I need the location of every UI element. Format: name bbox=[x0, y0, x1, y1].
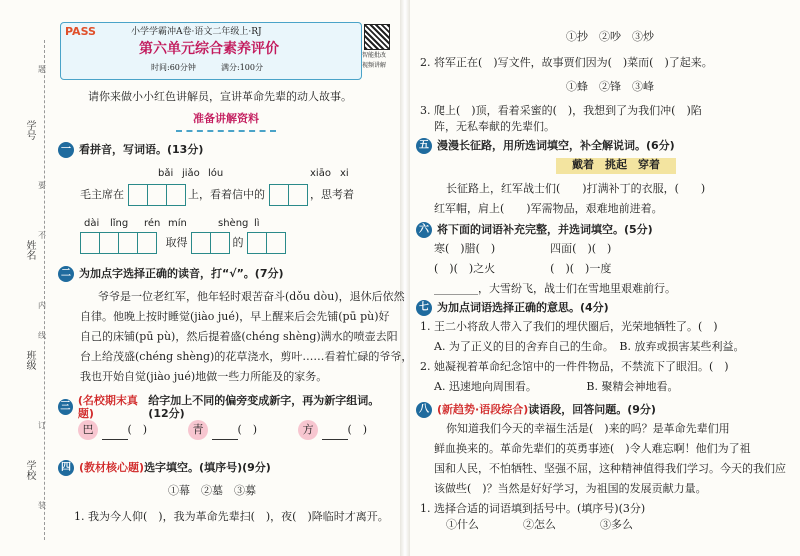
q8-number: 八 bbox=[416, 402, 432, 418]
writing-box[interactable] bbox=[147, 184, 167, 206]
item-3b: 阵，无私奉献的先辈们。 bbox=[434, 120, 555, 133]
q3-title: 给字加上不同的偏旁变成新字，再为新字组词。(12分) bbox=[148, 394, 380, 421]
q6-heading bbox=[416, 222, 653, 238]
q8-line: 你知道我们今天的幸福生活是( )来的吗？是革命先辈们用 bbox=[446, 422, 730, 435]
base-char: 青 bbox=[188, 420, 208, 440]
q7-line4: A. 迅速地向周围看。 B. 聚精会神地看。 bbox=[434, 380, 679, 393]
q5-title: 漫漫长征路，用所选词填空，补全解说词。(6分) bbox=[437, 139, 675, 153]
writing-box[interactable] bbox=[99, 232, 119, 254]
q5-number: 五 bbox=[416, 138, 432, 154]
full-score: 满分:100分 bbox=[221, 63, 263, 72]
q8-title: 读语段，回答问题。(9分) bbox=[528, 403, 656, 417]
answer-blank[interactable] bbox=[102, 429, 128, 440]
book-spine bbox=[400, 0, 410, 556]
pinyin: xiāo bbox=[310, 168, 331, 179]
qr-note: 智能批改 bbox=[362, 52, 387, 59]
binding-margin bbox=[0, 0, 56, 556]
writing-box[interactable] bbox=[80, 232, 100, 254]
name-label: 姓名 bbox=[24, 240, 35, 260]
q1-number: 一 bbox=[58, 142, 74, 158]
q8-sub1: 1. 选择合适的词语填到括号中。(填序号)(3分) bbox=[420, 502, 646, 515]
q1-line2 bbox=[80, 232, 285, 254]
time-limit: 时间:60分钟 bbox=[151, 63, 196, 72]
cut-line bbox=[44, 40, 45, 540]
q4-item-1: 1. 我为今人仰( )，我为革命先辈扫( )，夜( )降临时才离开。 bbox=[74, 510, 389, 523]
q7-line3: 2. 她凝视着革命纪念馆中的一件件物品，不禁流下了眼泪。( ) bbox=[420, 360, 729, 373]
pinyin: jiǎo bbox=[182, 168, 200, 179]
q1-text: 的 bbox=[232, 236, 244, 249]
pinyin: mín bbox=[168, 218, 187, 229]
series-title: 小学学霸冲A卷·语文二年级上·RJ bbox=[131, 27, 262, 37]
school-label: 学校 bbox=[24, 460, 35, 480]
q1-text: ，思考着 bbox=[310, 188, 354, 201]
q5-heading bbox=[416, 138, 675, 154]
q6-line2: ( )( )之火 ( )( )一度 bbox=[434, 262, 612, 275]
base-char: 方 bbox=[298, 420, 318, 440]
options-mid: ①蜂 ②锋 ③峰 bbox=[566, 80, 654, 93]
q8-heading bbox=[416, 402, 656, 418]
margin-mark: 订 bbox=[38, 421, 46, 430]
answer-blank[interactable] bbox=[212, 429, 238, 440]
q6-line3: ________，大雪纷飞，战士们在雪地里艰难前行。 bbox=[434, 282, 676, 295]
writing-box[interactable] bbox=[128, 184, 148, 206]
student-id-label: 学号 bbox=[24, 120, 35, 140]
writing-box[interactable] bbox=[247, 232, 267, 254]
q6-number: 六 bbox=[416, 222, 432, 238]
writing-box[interactable] bbox=[288, 184, 308, 206]
margin-mark: 要 bbox=[38, 181, 46, 190]
q6-line1: 寒( )腊( ) 四面( )( ) bbox=[434, 242, 612, 255]
q8-tag: (新趋势·语段综合) bbox=[437, 403, 529, 417]
qr-note: 视频讲解 bbox=[362, 62, 387, 69]
q5-line1: 长征路上，红军战士们( )打满补丁的衣服，( ) bbox=[446, 182, 706, 195]
q3-item-3: 方 ( ) bbox=[298, 420, 367, 440]
q8-sub1-options: ①什么 ②怎么 ③多么 bbox=[446, 518, 633, 531]
q2-line: 我也开始自觉(jiào jué)地做一些力所能及的家务。 bbox=[80, 370, 328, 383]
writing-box[interactable] bbox=[266, 232, 286, 254]
writing-box[interactable] bbox=[191, 232, 211, 254]
q2-title: 为加点字选择正确的读音，打“√”。(7分) bbox=[79, 267, 284, 281]
prep-title: 准备讲解资料 bbox=[176, 112, 276, 132]
q2-line: 台上给茂盛(chéng shèng)的花草浇水，剪叶……看着忙碌的爷爷， bbox=[80, 350, 413, 363]
pinyin: lǐng bbox=[110, 218, 129, 229]
item-2: 2. 将军正在( )写文件，故事贾们因为( )菜而( )了起来。 bbox=[420, 56, 713, 69]
q4-options: ①幕 ②墓 ③募 bbox=[168, 484, 256, 497]
q2-line: 自律。他晚上按时睡觉(jiào jué)，早上醒来后会先铺(pū pù)好 bbox=[80, 310, 390, 323]
q8-line: 国和人民，不怕牺牲、坚强不屈，这种精神值得我们学习。今天的我们应 bbox=[434, 462, 786, 475]
q2-line: 爷爷是一位老红军，他年轻时艰苦奋斗(dǒu dòu)，退休后依然 bbox=[98, 290, 405, 303]
options-top: ①抄 ②吵 ③炒 bbox=[566, 30, 654, 43]
writing-box[interactable] bbox=[269, 184, 289, 206]
item-3a: 3. 爬上( )顶，看着采蜜的( )，我想到了为我们冲( )陷 bbox=[420, 104, 702, 117]
intro-text: 请你来做小小红色讲解员，宣讲革命先辈的动人故事。 bbox=[88, 90, 352, 103]
margin-mark: 内 bbox=[38, 301, 46, 310]
q1-title: 看拼音，写词语。(13分) bbox=[79, 143, 204, 157]
q1-heading bbox=[58, 142, 203, 158]
q2-line: 自己的床铺(pū pù)，然后提着盛(chéng shèng)满水的喷壶去阳 bbox=[80, 330, 398, 343]
pinyin: shèng bbox=[218, 218, 249, 229]
q7-line1: 1. 王二小将敌人带入了我们的埋伏圈后，光荣地牺牲了。( ) bbox=[420, 320, 718, 333]
writing-box[interactable] bbox=[166, 184, 186, 206]
answer-blank[interactable] bbox=[322, 429, 348, 440]
q1-text: 毛主席在 bbox=[80, 188, 124, 201]
pinyin: bǎi bbox=[158, 168, 174, 179]
pinyin: dài bbox=[84, 218, 100, 229]
q4-number: 四 bbox=[58, 460, 74, 476]
q4-title: 选字填空。(填序号)(9分) bbox=[144, 461, 271, 475]
q5-line2: 红军帽，肩上( )军需物品，艰难地前进着。 bbox=[434, 202, 663, 215]
q3-item-1: 巴 ( ) bbox=[78, 420, 147, 440]
q4-heading bbox=[58, 460, 271, 476]
qr-code-icon[interactable] bbox=[364, 24, 390, 50]
writing-box[interactable] bbox=[118, 232, 138, 254]
q1-text: 上，看着信中的 bbox=[188, 188, 265, 201]
writing-box[interactable] bbox=[137, 232, 157, 254]
pinyin: xi bbox=[340, 168, 349, 179]
q8-line: 鲜血换来的。革命先辈们的英勇事迹( )令人难忘啊！他们为了祖 bbox=[434, 442, 751, 455]
q4-tag: (教材核心题) bbox=[79, 461, 145, 475]
q3-number: 三 bbox=[58, 399, 73, 415]
margin-mark: 题 bbox=[38, 65, 46, 74]
q8-line: 该做些( )？当然是好好学习，为祖国的发展贡献力量。 bbox=[434, 482, 707, 495]
q7-line2: A. 为了正义的目的舍弃自己的生命。 B. 放弃或损害某些利益。 bbox=[434, 340, 745, 353]
q2-heading bbox=[58, 266, 284, 282]
q6-title: 将下面的词语补充完整，并选词填空。(5分) bbox=[437, 223, 653, 237]
pinyin: lóu bbox=[208, 168, 224, 179]
q1-line1 bbox=[80, 184, 354, 206]
q5-word-bank: 戴着 挑起 穿着 bbox=[556, 158, 676, 174]
margin-mark: 装 bbox=[38, 501, 46, 510]
brand-logo: PASS bbox=[65, 25, 96, 38]
page-title: 第六单元综合素养评价 bbox=[139, 41, 279, 57]
q7-title: 为加点词语选择正确的意思。(4分) bbox=[437, 301, 609, 315]
base-char: 巴 bbox=[78, 420, 98, 440]
q3-heading bbox=[58, 394, 396, 420]
q3-item-2: 青 ( ) bbox=[188, 420, 257, 440]
q7-number: 七 bbox=[416, 300, 432, 316]
q3-tag: (名校期末真题) bbox=[77, 394, 138, 421]
header-banner bbox=[60, 22, 362, 80]
pinyin: lì bbox=[254, 218, 260, 229]
writing-box[interactable] bbox=[210, 232, 230, 254]
pinyin: rén bbox=[144, 218, 161, 229]
margin-mark: 线 bbox=[38, 331, 46, 340]
q2-number: 二 bbox=[58, 266, 74, 282]
margin-mark: 不 bbox=[38, 231, 46, 240]
class-label: 班级 bbox=[24, 350, 35, 370]
q7-heading bbox=[416, 300, 609, 316]
q1-text: 取得 bbox=[165, 236, 188, 249]
